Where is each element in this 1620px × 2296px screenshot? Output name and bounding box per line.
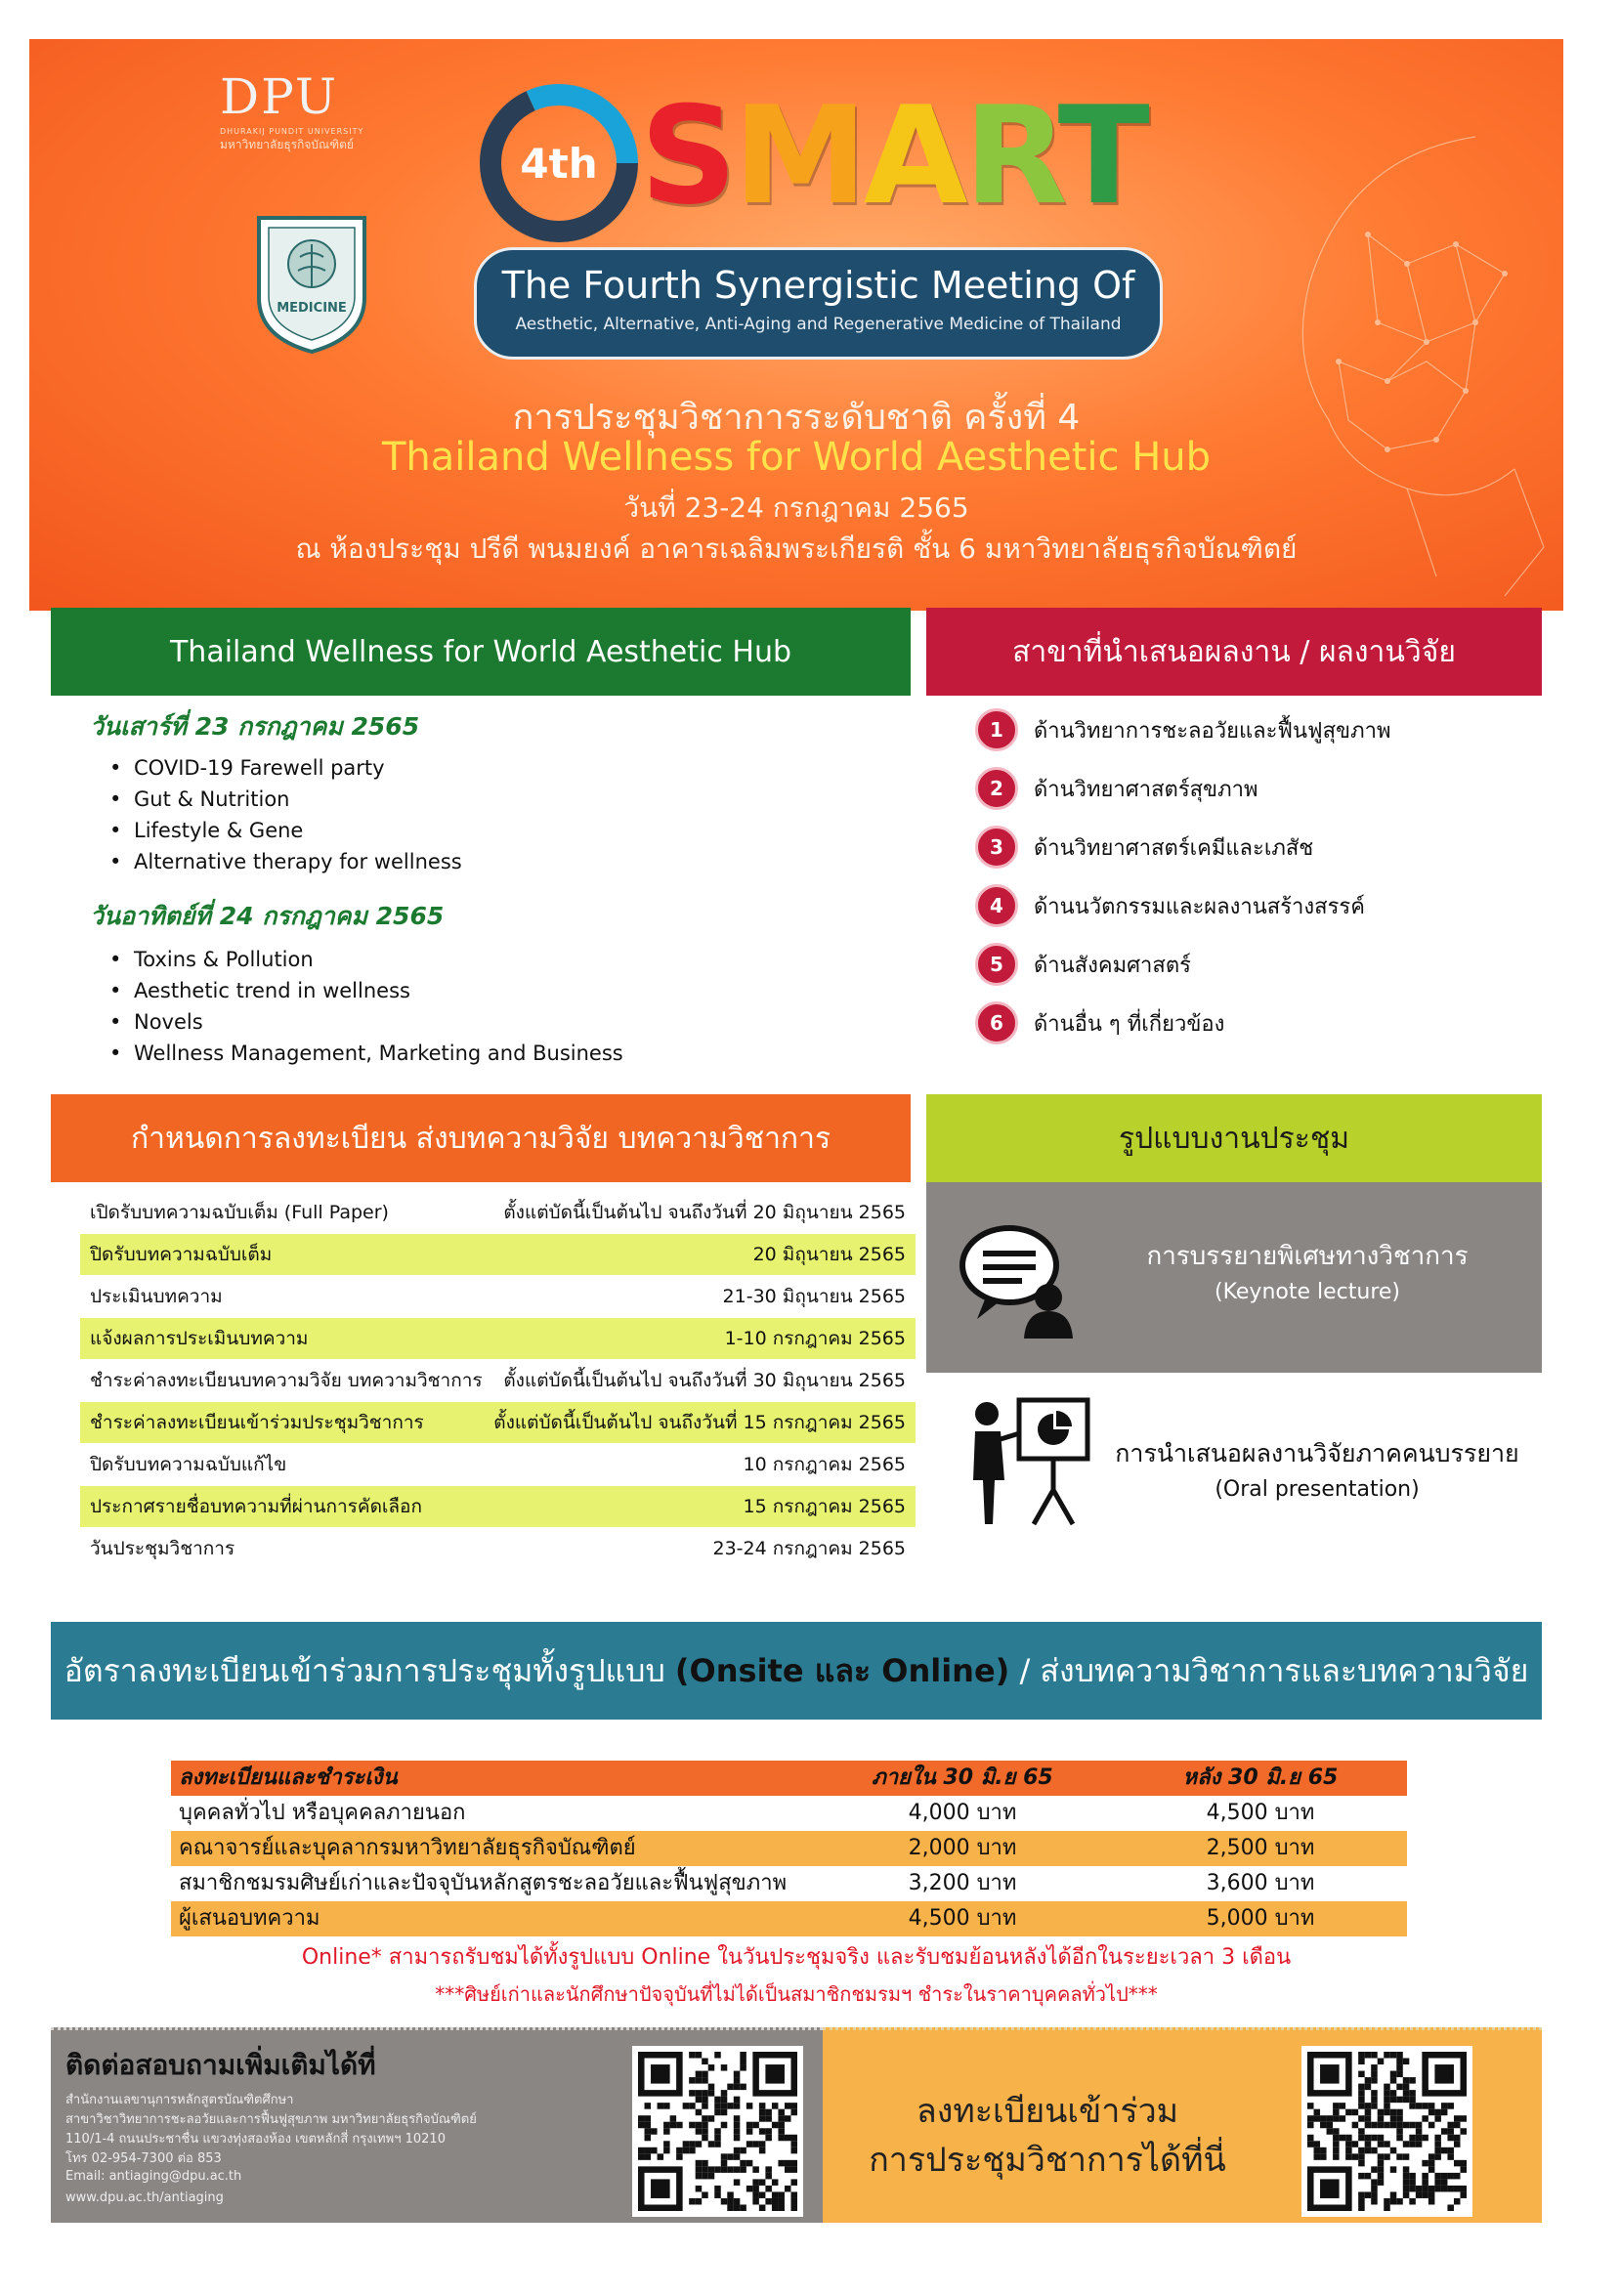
topics-heading: Thailand Wellness for World Aesthetic Hub — [51, 608, 911, 696]
dpu-logo-subtitle-en: DHURAKIJ PUNDIT UNIVERSITY — [220, 127, 364, 136]
field-number-badge: 6 — [975, 1001, 1018, 1044]
rates-col-header: ภายใน 30 มิ.ย 65 — [872, 1765, 1053, 1790]
register-panel — [823, 2027, 1542, 2223]
contact-line: สำนักงานเลขานุการหลักสูตรบัณฑิตศึกษา — [65, 2093, 294, 2107]
field-number-badge: 3 — [975, 826, 1018, 869]
schedule-heading: กำหนดการลงทะเบียน ส่งบทความวิจัย บทความวิชาการ — [51, 1094, 911, 1182]
rates-before: 4,000 บาท — [908, 1801, 1017, 1825]
online-note: Online* สามารถรับชมได้ทั้งรูปแบบ Online ในวันประชุมจริง และรับชมย้อนหลังได้อีกในระยะเวลา 3 เดือน — [301, 1945, 1292, 1970]
rates-col-header: ลงทะเบียนและชำระเงิน — [179, 1765, 398, 1790]
contact-title: ติดต่อสอบถามเพิ่มเติมได้ที่ — [65, 2049, 376, 2081]
schedule-item: ปิดรับบทความฉบับแก้ไข — [90, 1454, 287, 1475]
rates-heading-suffix: / ส่งบทความวิชาการและบทความวิจัย — [1019, 1651, 1529, 1689]
rates-after: 2,500 บาท — [1206, 1836, 1315, 1860]
schedule-item: ประกาศรายชื่อบทความที่ผ่านการคัดเลือก — [90, 1496, 422, 1517]
rates-heading-prefix: อัตราลงทะเบียนเข้าร่วมการประชุมทั้งรูปแบบ — [64, 1651, 665, 1689]
schedule-date: 23-24 กรกฎาคม 2565 — [712, 1538, 906, 1559]
keynote-label-th: การบรรยายพิเศษทางวิชาการ — [1146, 1242, 1469, 1271]
schedule-row — [80, 1486, 916, 1527]
rates-before: 2,000 บาท — [908, 1836, 1017, 1860]
field-number-badge: 1 — [975, 708, 1018, 751]
field-item — [975, 881, 1365, 930]
meeting-title: The Fourth Synergistic Meeting Of — [501, 264, 1135, 307]
rates-table — [171, 1761, 1407, 1936]
schedule-item: แจ้งผลการประเมินบทความ — [90, 1328, 309, 1349]
field-label: ด้านวิทยาศาสตร์สุขภาพ — [1034, 777, 1258, 802]
rates-category: คณาจารย์และบุคลากรมหาวิทยาลัยธุรกิจบัณฑิตย์ — [179, 1836, 636, 1860]
register-line-1: ลงทะเบียนเข้าร่วม — [916, 2092, 1179, 2131]
smart-letter: R — [963, 77, 1058, 234]
rates-col-header: หลัง 30 มิ.ย 65 — [1182, 1765, 1339, 1790]
smart-letter: S — [640, 77, 734, 234]
topic-item: • Alternative therapy for wellness — [134, 846, 462, 877]
qr-pattern — [1307, 2052, 1467, 2211]
schedule-date: 10 กรกฎาคม 2565 — [743, 1454, 906, 1475]
rates-header-row — [171, 1761, 1407, 1796]
schedule-date: ตั้งแต่บัดนี้เป็นต้นไป จนถึงวันที่ 20 มิถุนายน 2565 — [503, 1202, 906, 1223]
schedule-date: 20 มิถุนายน 2565 — [752, 1244, 906, 1265]
schedule-item: ชำระค่าลงทะเบียนเข้าร่วมประชุมวิชาการ — [90, 1412, 424, 1433]
topic-item: • Aesthetic trend in wellness — [134, 975, 623, 1006]
schedule-date: ตั้งแต่บัดนี้เป็นต้นไป จนถึงวันที่ 15 กรกฎาคม 2565 — [493, 1412, 906, 1433]
rates-before: 4,500 บาท — [908, 1906, 1017, 1931]
schedule-item: ปิดรับบทความฉบับเต็ม — [90, 1244, 273, 1265]
schedule-row — [80, 1360, 916, 1401]
topic-item: • Novels — [134, 1006, 623, 1038]
shield-label: MEDICINE — [277, 301, 347, 316]
field-item — [975, 764, 1258, 813]
field-number-badge: 4 — [975, 884, 1018, 927]
schedule-row — [80, 1444, 916, 1485]
smart-wordmark — [640, 77, 1146, 234]
conference-venue: ณ ห้องประชุม ปรีดี พนมยงค์ อาคารเฉลิมพระเกียรติ ชั้น 6 มหาวิทยาลัยธุรกิจบัณฑิตย์ — [295, 532, 1298, 565]
rates-row — [171, 1796, 1407, 1831]
fields-heading: สาขาที่นำเสนอผลงาน / ผลงานวิจัย — [926, 608, 1542, 696]
field-number-badge: 5 — [975, 943, 1018, 986]
field-label: ด้านวิทยาศาสตร์เคมีและเภสัช — [1034, 835, 1314, 861]
oral-label-th: การนำเสนอผลงานวิจัยภาคคนบรรยาย — [1115, 1439, 1519, 1467]
poster — [29, 39, 1563, 2252]
field-number-badge: 2 — [975, 767, 1018, 810]
conference-date: วันที่ 23-24 กรกฎาคม 2565 — [623, 491, 969, 524]
rates-heading — [51, 1622, 1542, 1720]
schedule-item: ชำระค่าลงทะเบียนบทความวิจัย บทความวิชาการ — [90, 1370, 483, 1391]
keynote-label-en: (Keynote lecture) — [1214, 1280, 1401, 1304]
schedule-row — [80, 1402, 916, 1443]
smart-letter: A — [863, 77, 964, 234]
dpu-logo — [220, 68, 415, 154]
meeting-title-pill — [474, 247, 1163, 360]
dpu-logo-letters: DPU — [220, 68, 338, 125]
conference-title-en: Thailand Wellness for World Aesthetic Hub — [381, 435, 1212, 480]
schedule-row — [80, 1192, 916, 1233]
rates-row — [171, 1901, 1407, 1936]
day-1-title: วันเสาร์ที่ 23 กรกฎาคม 2565 — [90, 712, 420, 741]
contact-line: 110/1-4 ถนนประชาชื่น แขวงทุ่งสองห้อง เขตหลักสี่ กรุงเทพฯ 10210 — [65, 2132, 446, 2147]
rates-category: สมาชิกชมรมศิษย์เก่าและปัจจุบันหลักสูตรชะลอวัยและฟื้นฟูสุขภาพ — [179, 1871, 788, 1895]
topic-item: • Lifestyle & Gene — [134, 815, 462, 846]
conference-title-th: การประชุมวิชาการระดับชาติ ครั้งที่ 4 — [512, 398, 1081, 438]
field-item — [975, 940, 1191, 989]
topics-panel — [51, 696, 911, 1086]
register-line-2: การประชุมวิชาการได้ที่นี่ — [869, 2141, 1226, 2180]
field-item — [975, 823, 1313, 872]
ring-label: 4th — [520, 140, 598, 188]
schedule-row — [80, 1528, 916, 1569]
topic-item: • COVID-19 Farewell party — [134, 752, 462, 784]
header-banner — [29, 39, 1563, 611]
dpu-logo-subtitle-th: มหาวิทยาลัยธุรกิจบัณฑิตย์ — [220, 138, 354, 151]
lecture-speech-bubble-icon — [956, 1221, 1083, 1339]
schedule-table — [51, 1182, 911, 1607]
contact-email[interactable]: Email: antiaging@dpu.ac.th — [65, 2169, 242, 2184]
rates-category: ผู้เสนอบทความ — [179, 1906, 320, 1931]
format-panel — [926, 1182, 1542, 1607]
rates-row — [171, 1831, 1407, 1866]
rates-before: 3,200 บาท — [908, 1871, 1017, 1895]
alumni-note: ***ศิษย์เก่าและนักศึกษาปัจจุบันที่ไม่ได้เป็นสมาชิกชมรมฯ ชำระในราคาบุคคลทั่วไป*** — [435, 1982, 1158, 2006]
rates-row — [171, 1866, 1407, 1901]
oral-label-en: (Oral presentation) — [1215, 1477, 1420, 1502]
schedule-item: เปิดรับบทความฉบับเต็ม (Full Paper) — [90, 1202, 389, 1223]
rates-after: 5,000 บาท — [1206, 1906, 1315, 1931]
contact-line: สาขาวิชาวิทยาการชะลอวัยและการฟื้นฟูสุขภาพ มหาวิทยาลัยธุรกิจบัณฑิตย์ — [65, 2112, 477, 2127]
fields-panel — [926, 696, 1542, 1086]
field-item — [975, 705, 1390, 754]
contact-qr-code[interactable] — [632, 2046, 803, 2217]
field-label: ด้านนวัตกรรมและผลงานสร้างสรรค์ — [1034, 894, 1365, 919]
schedule-row — [80, 1234, 916, 1275]
contact-panel — [51, 2027, 823, 2223]
rates-after: 4,500 บาท — [1206, 1801, 1315, 1825]
topic-item: • Gut & Nutrition — [134, 784, 462, 815]
contact-line: โทร 02-954-7300 ต่อ 853 — [65, 2151, 222, 2166]
format-heading: รูปแบบงานประชุม — [926, 1094, 1542, 1182]
field-item — [975, 999, 1224, 1047]
contact-website[interactable]: www.dpu.ac.th/antiaging — [65, 2190, 224, 2205]
smart-letter: T — [1057, 77, 1146, 234]
schedule-date: ตั้งแต่บัดนี้เป็นต้นไป จนถึงวันที่ 30 มิถุนายน 2565 — [503, 1370, 906, 1391]
topic-item: • Wellness Management, Marketing and Business — [134, 1038, 623, 1069]
schedule-row — [80, 1276, 916, 1317]
field-label: ด้านสังคมศาสตร์ — [1034, 953, 1191, 978]
register-qr-code[interactable] — [1301, 2046, 1472, 2217]
field-label: ด้านวิทยาการชะลอวัยและฟื้นฟูสุขภาพ — [1034, 718, 1391, 744]
day-2-topic-list — [134, 944, 623, 1069]
smart-letter: M — [733, 77, 864, 234]
schedule-date: 1-10 กรกฎาคม 2565 — [724, 1328, 906, 1349]
schedule-row — [80, 1318, 916, 1359]
rates-after: 3,600 บาท — [1206, 1871, 1315, 1895]
day-1-topic-list — [134, 752, 462, 877]
qr-pattern — [638, 2052, 797, 2211]
college-shield-logo — [249, 210, 374, 355]
keynote-box — [926, 1182, 1542, 1373]
rates-category: บุคคลทั่วไป หรือบุคคลภายนอก — [179, 1801, 466, 1825]
field-label: ด้านอื่น ๆ ที่เกี่ยวข้อง — [1034, 1011, 1225, 1037]
rates-heading-bold: (Onsite และ Online) — [674, 1651, 1010, 1689]
day-2-title: วันอาทิตย์ที่ 24 กรกฎาคม 2565 — [90, 902, 445, 930]
schedule-date: 15 กรกฎาคม 2565 — [743, 1496, 906, 1517]
schedule-date: 21-30 มิถุนายน 2565 — [722, 1286, 906, 1307]
schedule-item: วันประชุมวิชาการ — [90, 1538, 235, 1559]
fourth-edition-ring-icon — [474, 78, 645, 249]
schedule-item: ประเมินบทความ — [90, 1286, 223, 1307]
presentation-board-icon — [965, 1392, 1092, 1529]
topic-item: • Toxins & Pollution — [134, 944, 623, 975]
meeting-subtitle: Aesthetic, Alternative, Anti-Aging and Regenerative Medicine of Thailand — [515, 315, 1122, 334]
